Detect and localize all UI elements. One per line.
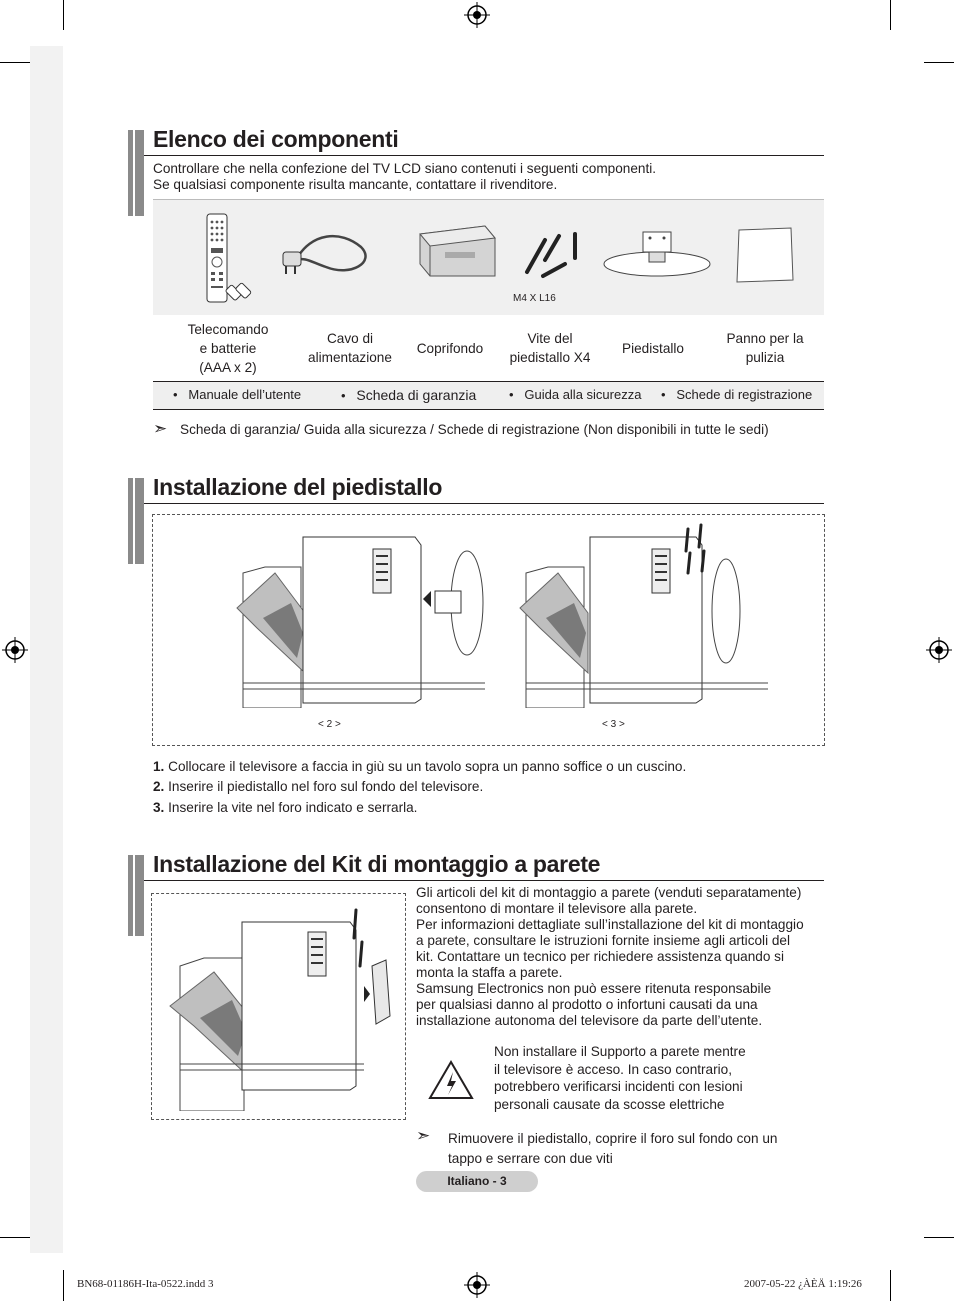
tv-stand-step3-illustration [518, 523, 768, 708]
wall-mount-description: Gli articoli del kit di montaggio a parete (venduti separatamente) consentono di montare il televisore alla parete. Per informazioni dettagliate sull’installazione del kit di montaggio a parete, consultare le istruzioni fornite insieme agli articoli del kit. Contattare un tecnico per richiedere assistenza quando si monta la staffa a parete. Samsung Electronics non può essere ritenuta responsabile per qualsiasi danno al prodotto o infortuni causati da una installazione autonoma del televisore da parte dell’utente. [416, 885, 804, 1028]
tv-stand-step2-illustration [235, 533, 485, 708]
footer-timestamp: 2007-05-22 ¿ÀÈÄ 1:19:26 [744, 1278, 862, 1290]
warning-text: Non installare il Supporto a parete mentre il televisore è acceso. In caso contrario, potrebbero verificarsi incidenti con lesioni personali causate da scosse elettriche [494, 1044, 746, 1112]
section-rule [144, 503, 824, 504]
section-title-stand: Installazione del piedistallo [153, 474, 443, 500]
crop-mark [890, 0, 891, 30]
component-label-cloth: Panno per la pulizia [726, 331, 804, 365]
section-marker-bar [128, 855, 144, 936]
section-title-wall-mount: Installazione del Kit di montaggio a parete [153, 851, 601, 877]
note-arrow-icon: ➣ [153, 419, 168, 438]
remote-control-icon [201, 212, 257, 304]
crop-mark [924, 1237, 954, 1238]
component-label-cover: Coprifondo [416, 341, 484, 356]
page-number-label: Italiano - 3 [416, 1171, 538, 1192]
section-rule [144, 880, 824, 881]
wall-mount-figure [151, 893, 406, 1120]
stand-step: 2. Inserire il piedistallo nel foro sul fondo del televisore. [153, 779, 484, 794]
footer-file-name: BN68-01186H-Ita-0522.indd 3 [77, 1278, 214, 1290]
cover-bottom-icon [415, 224, 499, 280]
documents-list-item: • Guida alla sicurezza [509, 387, 642, 402]
registration-mark-icon [464, 2, 490, 28]
availability-note: Scheda di garanzia/ Guida alla sicurezza / Schede di registrazione (Non disponibili in tutte le sedi) [180, 422, 769, 437]
section-rule [144, 155, 824, 156]
section-title-components: Elenco dei componenti [153, 126, 399, 152]
component-label-screws: Vite del piedistallo X4 [509, 331, 591, 365]
power-cord-icon [281, 222, 386, 282]
figure-label-step2: < 2 > [318, 719, 341, 730]
registration-mark-icon [464, 1272, 490, 1298]
stand-step: 3. Inserire la vite nel foro indicato e serrarla. [153, 800, 418, 815]
screws-icon [515, 230, 585, 280]
screw-size-caption: M4 X L16 [513, 293, 556, 304]
page-side-strip [30, 46, 63, 1253]
documents-list-item: • Scheda di garanzia [341, 387, 477, 403]
stand-installation-figure [152, 514, 825, 746]
section-marker-bar [128, 130, 144, 216]
wall-mount-illustration [164, 906, 399, 1111]
crop-mark [63, 0, 64, 30]
crop-mark [63, 1270, 64, 1301]
note-arrow-icon: ➣ [416, 1126, 431, 1145]
components-intro: Controllare che nella confezione del TV LCD siano contenuti i seguenti componenti. Se qualsiasi componente risulta mancante, contattare il rivenditore. [153, 161, 657, 192]
crop-mark [924, 62, 954, 63]
component-label-stand: Piedistallo [622, 341, 684, 356]
component-label-remote: Telecomando e batterie (AAA x 2) [187, 322, 269, 375]
wall-mount-note: Rimuovere il piedistallo, coprire il foro sul fondo con un tappo e serrare con due viti [448, 1131, 778, 1166]
figure-label-step3: < 3 > [602, 719, 625, 730]
documents-list-item: • Schede di registrazione [661, 387, 813, 402]
crop-mark [890, 1270, 891, 1301]
cleaning-cloth-icon [733, 226, 797, 284]
documents-list [153, 381, 824, 410]
components-image-panel [153, 200, 824, 315]
registration-mark-icon [926, 637, 952, 663]
crop-mark [0, 1237, 30, 1238]
registration-mark-icon [2, 637, 28, 663]
section-marker-bar [128, 478, 144, 564]
crop-mark [0, 62, 30, 63]
electric-shock-warning-icon [428, 1060, 474, 1100]
stand-icon [601, 228, 713, 278]
documents-list-item: • Manuale dell’utente [173, 387, 302, 402]
stand-step: 1. Collocare il televisore a faccia in giù su un tavolo sopra un panno soffice o un cuscino. [153, 759, 687, 774]
component-label-power-cord: Cavo di alimentazione [308, 331, 392, 365]
